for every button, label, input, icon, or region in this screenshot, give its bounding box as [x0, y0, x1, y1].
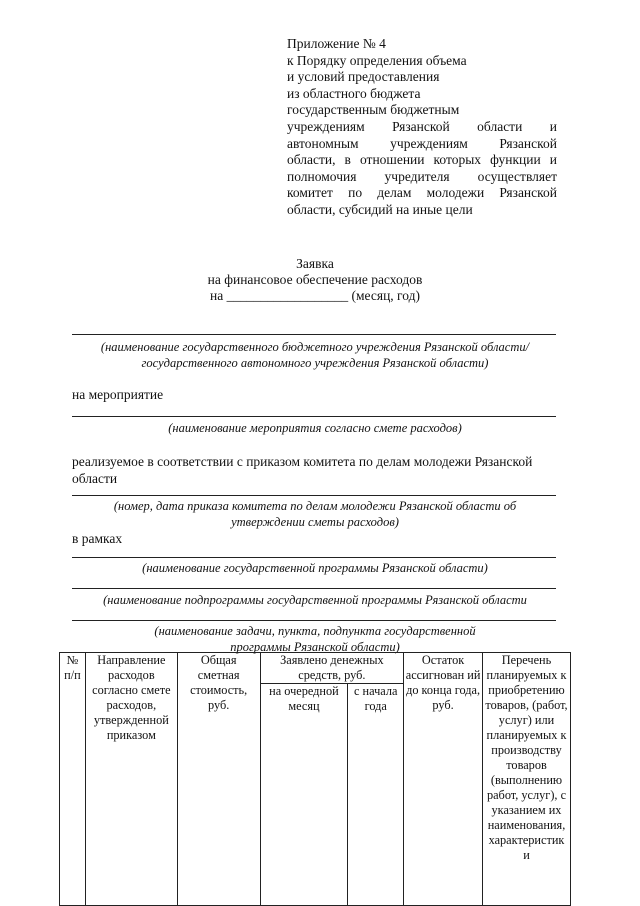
caption-line: программы Рязанской области)	[230, 640, 400, 654]
title-line: Заявка	[296, 256, 334, 271]
subprogram-caption: (наименование подпрограммы государственной программы Рязанской области	[103, 593, 527, 607]
appendix-line: области, в отношении которых функции и	[287, 152, 557, 168]
framework-label: в рамках	[72, 531, 123, 546]
caption-line: (наименование задачи, пункта, подпункта государственной	[154, 624, 476, 638]
event-label: на мероприятие	[72, 387, 164, 402]
caption-line: (наименование государственного бюджетного учреждения Рязанской области/	[100, 340, 530, 354]
appendix-line: государственным бюджетным	[287, 102, 460, 118]
header-claimed: Заявлено денежных средств, руб.	[260, 653, 404, 684]
caption-line: утверждении сметы расходов)	[231, 515, 399, 529]
appendix-line: учреждениям Рязанской области и	[287, 118, 557, 134]
appendix-line: к Порядку определения объема	[287, 52, 467, 68]
appendix-line: и условий предоставления	[287, 69, 440, 85]
title-line: на финансовое обеспечение расходов	[207, 272, 423, 287]
appendix-line: полномочия учредителя осуществляет	[287, 168, 557, 184]
event-caption: (наименование мероприятия согласно смете расходов)	[168, 421, 462, 435]
header-claimed-month: на очередной месяц	[260, 684, 348, 906]
caption-line: (номер, дата приказа комитета по делам молодежи Рязанской области об	[113, 499, 517, 513]
header-claimed-year: с начала года	[348, 684, 404, 906]
order-text-line: области	[72, 471, 118, 486]
title-line: на __________________ (месяц, год)	[210, 288, 420, 303]
header-balance: Остаток ассигнован ий до конца года, руб.	[404, 653, 483, 906]
header-direction: Направление расходов согласно смете расходов, утвержденной приказом	[85, 653, 177, 906]
appendix-line: из областного бюджета	[287, 85, 421, 101]
appendix-line: комитет по делам молодежи Рязанской	[287, 185, 557, 201]
program-caption: (наименование государственной программы Рязанской области)	[142, 561, 488, 575]
appendix-line: автономным учреждениям Рязанской	[287, 135, 557, 151]
header-list: Перечень планируемых к приобретению товаров, (работ, услуг) или планируемых к производству товаров (выполнению работ, услуг), с указанием их наименования, характеристик и	[483, 653, 571, 906]
appendix-line: Приложение № 4	[287, 36, 386, 51]
caption-line: государственного автономного учреждения Рязанской области)	[141, 356, 489, 370]
header-total: Общая сметная стоимость, руб.	[177, 653, 260, 906]
appendix-line: области, субсидий на иные цели	[287, 201, 473, 217]
expense-table	[59, 652, 571, 906]
header-num: № п/п	[60, 653, 86, 906]
order-text-line: реализуемое в соответствии с приказом комитета по делам молодежи Рязанской	[72, 454, 533, 469]
